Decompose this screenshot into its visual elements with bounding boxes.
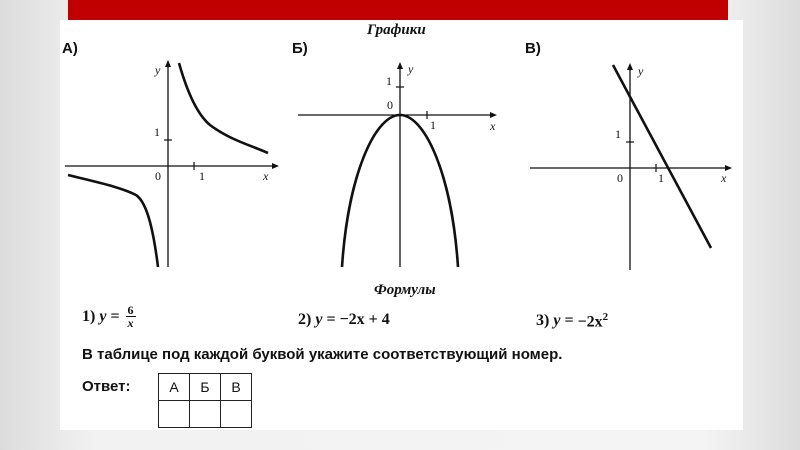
origin-label: 0 xyxy=(617,171,623,185)
formula-2-rhs: −2x + 4 xyxy=(339,311,390,328)
x-axis-label: x xyxy=(721,171,727,185)
graph-b xyxy=(290,55,510,275)
x-axis-label: x xyxy=(263,169,269,183)
y-axis-arrow xyxy=(397,62,403,69)
graph-a xyxy=(60,55,280,275)
y-axis-label: y xyxy=(638,64,644,78)
x-tick-label: 1 xyxy=(658,171,664,185)
answer-table xyxy=(158,373,252,428)
fraction-denominator: x xyxy=(127,316,134,330)
answer-label: Ответ: xyxy=(82,378,131,395)
formula-3-rhs xyxy=(578,311,609,331)
hyperbola-branch-right xyxy=(179,63,268,153)
panel-label-c: В) xyxy=(525,40,541,57)
instruction-text: В таблице под каждой буквой укажите соответствующий номер. xyxy=(82,346,563,363)
x-tick-label: 1 xyxy=(199,169,205,183)
formula-2 xyxy=(298,311,390,329)
panel-label-b: Б) xyxy=(292,40,308,57)
formula-3-exponent: 2 xyxy=(602,311,609,323)
y-axis-label: y xyxy=(155,63,161,77)
answer-cell-b[interactable] xyxy=(190,401,221,428)
hyperbola-branch-left xyxy=(68,175,158,267)
y-tick-label: 1 xyxy=(154,125,160,139)
y-axis-arrow xyxy=(627,63,633,70)
formula-3 xyxy=(536,311,608,331)
y-axis-label: y xyxy=(408,62,414,76)
x-axis-label: x xyxy=(490,119,496,133)
title-accent-bar xyxy=(68,0,728,20)
answer-header-row xyxy=(159,374,252,401)
answer-cell-c[interactable] xyxy=(221,401,252,428)
answer-header-b: Б xyxy=(190,374,221,401)
origin-label: 0 xyxy=(387,98,393,112)
formula-3-lhs: y = xyxy=(553,312,574,330)
fraction-numerator: 6 xyxy=(127,303,134,317)
formula-3-number: 3) xyxy=(536,312,550,330)
formula-1 xyxy=(82,304,136,329)
origin-label: 0 xyxy=(155,169,161,183)
formula-1-fraction xyxy=(126,304,136,329)
panel-label-a: А) xyxy=(62,40,78,57)
formula-2-lhs: y = xyxy=(315,311,336,328)
x-tick-label: 1 xyxy=(430,118,436,132)
formulas-heading: Формулы xyxy=(374,282,436,298)
formula-3-base: −2x xyxy=(577,313,603,331)
worksheet xyxy=(60,20,743,430)
linear-graph xyxy=(613,65,711,248)
formula-2-number: 2) xyxy=(298,311,312,328)
y-axis-arrow xyxy=(165,60,171,67)
x-axis-arrow xyxy=(490,112,497,118)
x-axis-arrow xyxy=(272,163,279,169)
answer-input-row xyxy=(159,401,252,428)
formula-1-lhs: y = xyxy=(99,307,120,325)
graphs-heading: Графики xyxy=(367,22,426,38)
formula-1-number: 1) xyxy=(82,307,96,325)
graph-c xyxy=(525,55,740,275)
answer-header-c: В xyxy=(221,374,252,401)
answer-header-a: А xyxy=(159,374,190,401)
y-tick-label: 1 xyxy=(386,74,392,88)
answer-cell-a[interactable] xyxy=(159,401,190,428)
y-tick-label: 1 xyxy=(615,127,621,141)
